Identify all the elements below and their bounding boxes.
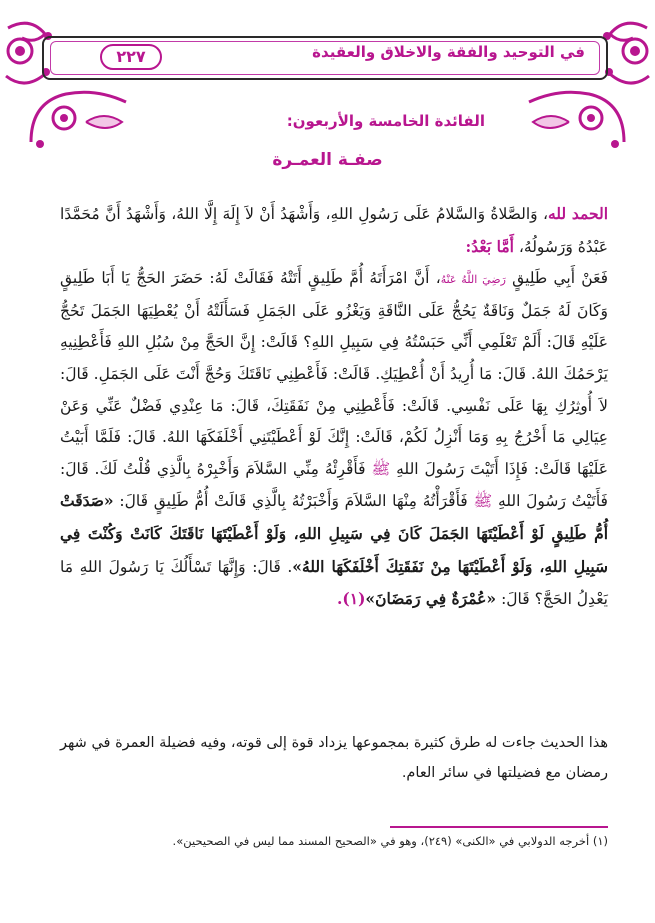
footnote-reference: (١). [337,589,366,609]
floral-ornament-icon [26,82,136,152]
running-title: في التوحيد والفقة والاخلاق والعقيدة [312,43,585,61]
main-text [60,198,608,616]
narration-mid2: فَأَقْرَأْتُهُ مِنْهَا السَّلاَمَ وَأَخْبَرْتُهُ بِالَّذِي قَالَتْ أُمُّ طَلِيقٍ قَالَ: [119,492,468,511]
answer-text: «عُمْرَةٌ فِي رَمَضَانَ» [365,589,497,609]
page-number: ٢٢٧ [100,44,162,70]
salawat-symbol: ﷺ [371,459,391,478]
amma-bad: أَمَّا بَعْدُ: [465,236,514,256]
narration-mid: فَأَقْرِئْهُ مِنِّي السَّلاَمَ وَأَخْبِرْهُ بِالَّذِي قُلْتُ لَكَ. قَالَ: فَأَتَيْتُ رَسُولَ اللهِ [60,459,608,511]
topic-title: صفـة العمـرة [272,150,383,170]
hadith-paragraph [60,263,608,616]
radiya-phrase: رَضِيَ اللَّهُ عَنْهُ [440,273,506,287]
floral-ornament-icon [519,82,629,152]
footnote-divider [390,826,608,828]
question-text: . قَالَ: وَإِنَّهَا تَسْأَلُكَ يَا رَسُولَ اللهِ مَا يَعْدِلُ الحَجَّ؟ قَالَ: [60,557,608,609]
prophet-words: «صَدَقَتْ أُمُّ طَلِيقٍ لَوْ أَعْطَيْتَهَا الجَمَلَ كَانَ فِي سَبِيلِ اللهِ، وَلَوْ أَعْطَيْتَهَا نَاقَتَكَ كَانَتْ وَكُنْتَ فِي سَبِيلِ اللهِ، وَلَوْ أَعْطَيْتَهَا مِنْ نَفَقَتِكَ أَخْلَفَكَهَا اللهُ» [60,491,608,576]
salawat-symbol: ﷺ [473,492,493,511]
opening-text: ، وَالصَّلاةُ وَالسَّلامُ عَلَى رَسُولِ اللهِ، وَأَشْهَدُ أَنْ لاَ إِلَهَ إِلَّا اللهُ، وَأَشْهَدُ أَنَّ مُحَمَّدًا عَبْدُهُ وَرَسُولُهُ، [60,205,608,256]
section-title: الفائدة الخامسة والأربعون: [286,112,485,130]
praise-phrase: الحمد لله [547,204,608,223]
footnote: (١) أخرجه الدولابي في «الكنى» (٢٤٩)، وهو في «الصحيح المسند مما ليس في الصحيحين». [172,834,608,848]
narration-body: ، أَنَّ امْرَأَتَهُ أُمَّ طَلِيقٍ أَتَتْهُ فَقَالَتْ لَهُ: حَضَرَ الحَجُّ يَا أَبَا طَلِيقٍ وَكَانَ لَهُ جَمَلٌ وَنَاقَةٌ يَحُجُّ عَلَى النَّاقَةِ وَيَغْزُو عَلَى الجَمَلِ فَسَأَلَتْهُ أَنْ يُعْطِيَهَا الجَمَلَ تَحُجُّ عَلَيْهِ قَالَ: أَلَمْ تَعْلَمِي أَنِّي حَبَسْتُهُ فِي سَبِيلِ اللهِ؟ قَالَتْ: إِنَّ الحَجَّ مِنْ سُبُلِ اللهِ فَأَعْطِنِيهِ يَرْحَمُكَ اللهُ. قَالَ: مَا أُرِيدُ أَنْ أُعْطِيَكِ. قَالَتْ: فَأَعْطِنِي نَاقَتَكَ وَحُجَّ أَنْتَ عَلَى الجَمَلِ. قَالَ: لاَ أُوثِرُكِ بِهَا عَلَى نَفْسِي. قَالَتْ: فَأَعْطِنِي مِنْ نَفَقَتِكَ، قَالَ: مَا عِنْدِي فَضْلٌ عَنِّي وَعَنْ عِيَالِي مَا أَخْرُجُ بِهِ وَمَا أَنْزِلُ لَكُمْ، قَالَتْ: إِنَّكَ لَوْ أَعْطَيْتَنِي أَخْلَفَكَهَا اللهُ. قَالَ: فَلَمَّا أَبَيْتُ عَلَيْهَا قَالَتْ: فَإِذَا أَتَيْتَ رَسُولَ اللهِ [60,269,608,478]
narration-start: فَعَنْ أَبِي طَلِيقٍ [512,269,608,288]
opening-paragraph [60,198,608,263]
conclusion-paragraph: هذا الحديث جاءت له طرق كثيرة بمجموعها يزداد قوة إلى قوته، وفيه فضيلة العمرة في شهر رمضان مع فضيلتها في سائر العام. [60,735,608,781]
